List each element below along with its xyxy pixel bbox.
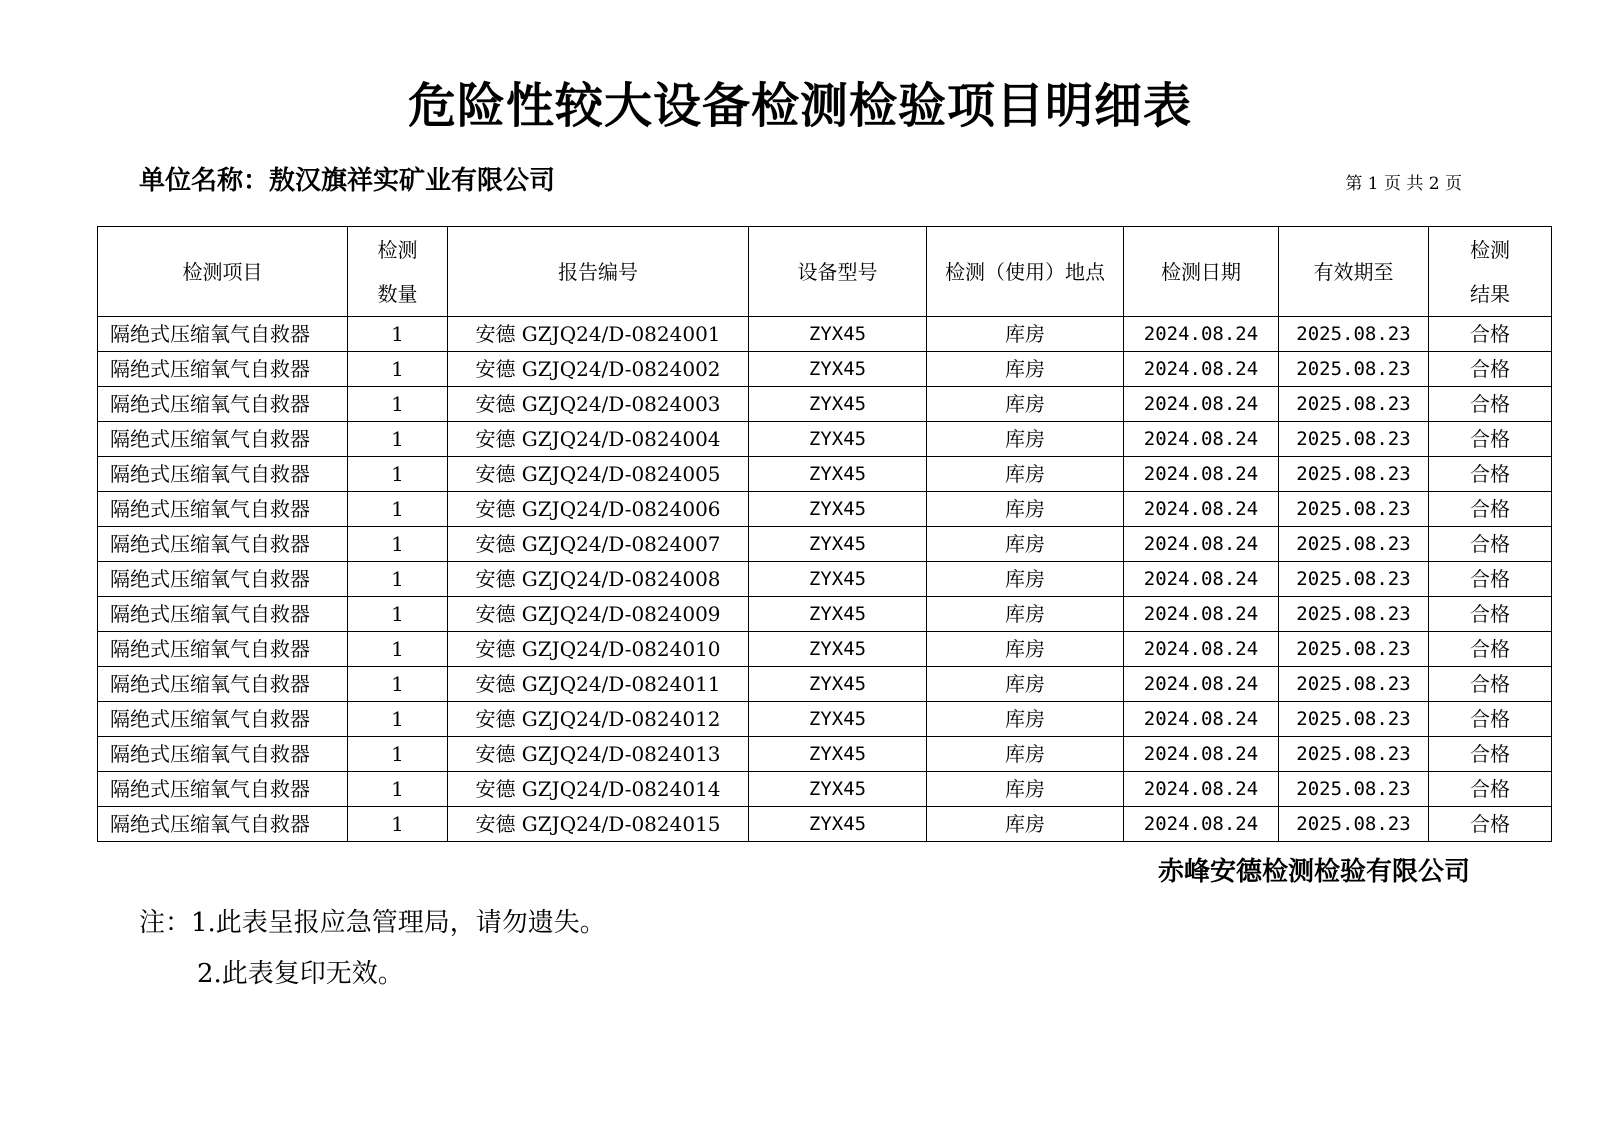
page-number: 第 1 页 共 2 页: [1345, 174, 1462, 194]
cell-model: ZYX45: [749, 492, 927, 527]
cell-test-date: 2024.08.24: [1124, 632, 1279, 667]
cell-valid-until: 2025.08.23: [1279, 387, 1429, 422]
cell-test-date: 2024.08.24: [1124, 772, 1279, 807]
note-1: 注：1.此表呈报应急管理局，请勿遗失。: [139, 908, 606, 938]
cell-result: 合格: [1429, 527, 1552, 562]
cell-qty: 1: [348, 352, 448, 387]
cell-test-date: 2024.08.24: [1124, 422, 1279, 457]
cell-result: 合格: [1429, 457, 1552, 492]
unit-label: 单位名称：: [139, 166, 270, 196]
table-row: [98, 352, 1552, 387]
cell-item: 隔绝式压缩氧气自救器: [98, 317, 348, 352]
cell-result: 合格: [1429, 667, 1552, 702]
cell-result: 合格: [1429, 422, 1552, 457]
cell-report: 安德 GZJQ24/D-0824012: [448, 702, 749, 737]
cell-model: ZYX45: [749, 457, 927, 492]
cell-valid-until: 2025.08.23: [1279, 317, 1429, 352]
cell-report: 安德 GZJQ24/D-0824005: [448, 457, 749, 492]
cell-report: 安德 GZJQ24/D-0824007: [448, 527, 749, 562]
cell-location: 库房: [927, 667, 1124, 702]
cell-qty: 1: [348, 457, 448, 492]
cell-test-date: 2024.08.24: [1124, 387, 1279, 422]
table-row: [98, 387, 1552, 422]
cell-item: 隔绝式压缩氧气自救器: [98, 667, 348, 702]
cell-valid-until: 2025.08.23: [1279, 527, 1429, 562]
cell-location: 库房: [927, 702, 1124, 737]
cell-qty: 1: [348, 422, 448, 457]
cell-location: 库房: [927, 527, 1124, 562]
cell-result: 合格: [1429, 737, 1552, 772]
cell-report: 安德 GZJQ24/D-0824008: [448, 562, 749, 597]
table-row: [98, 737, 1552, 772]
cell-item: 隔绝式压缩氧气自救器: [98, 807, 348, 842]
cell-report: 安德 GZJQ24/D-0824010: [448, 632, 749, 667]
cell-valid-until: 2025.08.23: [1279, 492, 1429, 527]
cell-report: 安德 GZJQ24/D-0824006: [448, 492, 749, 527]
page-title: 危险性较大设备检测检验项目明细表: [407, 78, 1192, 134]
cell-model: ZYX45: [749, 737, 927, 772]
cell-test-date: 2024.08.24: [1124, 457, 1279, 492]
table-row: [98, 317, 1552, 352]
unit-line: [139, 163, 555, 199]
cell-item: 隔绝式压缩氧气自救器: [98, 597, 348, 632]
table-body: [98, 317, 1552, 842]
cell-result: 合格: [1429, 317, 1552, 352]
table-row: [98, 702, 1552, 737]
header-report: 报告编号: [448, 227, 749, 317]
table-row: [98, 667, 1552, 702]
cell-test-date: 2024.08.24: [1124, 737, 1279, 772]
cell-item: 隔绝式压缩氧气自救器: [98, 772, 348, 807]
header-result: 检测 结果: [1429, 227, 1552, 317]
cell-valid-until: 2025.08.23: [1279, 772, 1429, 807]
note-2: 2.此表复印无效。: [197, 959, 404, 989]
cell-location: 库房: [927, 492, 1124, 527]
cell-qty: 1: [348, 562, 448, 597]
cell-item: 隔绝式压缩氧气自救器: [98, 352, 348, 387]
table-row: [98, 422, 1552, 457]
cell-report: 安德 GZJQ24/D-0824014: [448, 772, 749, 807]
cell-qty: 1: [348, 737, 448, 772]
cell-test-date: 2024.08.24: [1124, 562, 1279, 597]
header-qty: 检测 数量: [348, 227, 448, 317]
header-test-date: 检测日期: [1124, 227, 1279, 317]
cell-report: 安德 GZJQ24/D-0824009: [448, 597, 749, 632]
cell-result: 合格: [1429, 352, 1552, 387]
cell-valid-until: 2025.08.23: [1279, 632, 1429, 667]
cell-valid-until: 2025.08.23: [1279, 807, 1429, 842]
cell-location: 库房: [927, 457, 1124, 492]
cell-valid-until: 2025.08.23: [1279, 667, 1429, 702]
cell-location: 库房: [927, 737, 1124, 772]
cell-test-date: 2024.08.24: [1124, 702, 1279, 737]
cell-location: 库房: [927, 387, 1124, 422]
cell-model: ZYX45: [749, 317, 927, 352]
cell-report: 安德 GZJQ24/D-0824011: [448, 667, 749, 702]
cell-location: 库房: [927, 562, 1124, 597]
unit-name: 敖汉旗祥实矿业有限公司: [269, 166, 556, 196]
cell-qty: 1: [348, 492, 448, 527]
cell-item: 隔绝式压缩氧气自救器: [98, 387, 348, 422]
cell-report: 安德 GZJQ24/D-0824015: [448, 807, 749, 842]
table-row: [98, 457, 1552, 492]
cell-result: 合格: [1429, 492, 1552, 527]
cell-valid-until: 2025.08.23: [1279, 457, 1429, 492]
cell-test-date: 2024.08.24: [1124, 352, 1279, 387]
cell-result: 合格: [1429, 597, 1552, 632]
cell-qty: 1: [348, 317, 448, 352]
header-row: [98, 227, 1552, 317]
cell-report: 安德 GZJQ24/D-0824002: [448, 352, 749, 387]
cell-location: 库房: [927, 807, 1124, 842]
cell-valid-until: 2025.08.23: [1279, 597, 1429, 632]
cell-location: 库房: [927, 632, 1124, 667]
cell-qty: 1: [348, 387, 448, 422]
cell-qty: 1: [348, 807, 448, 842]
cell-test-date: 2024.08.24: [1124, 807, 1279, 842]
cell-model: ZYX45: [749, 387, 927, 422]
cell-model: ZYX45: [749, 597, 927, 632]
cell-valid-until: 2025.08.23: [1279, 562, 1429, 597]
header-model: 设备型号: [749, 227, 927, 317]
table-row: [98, 632, 1552, 667]
cell-qty: 1: [348, 597, 448, 632]
cell-model: ZYX45: [749, 667, 927, 702]
cell-model: ZYX45: [749, 527, 927, 562]
cell-valid-until: 2025.08.23: [1279, 702, 1429, 737]
cell-item: 隔绝式压缩氧气自救器: [98, 702, 348, 737]
cell-test-date: 2024.08.24: [1124, 492, 1279, 527]
cell-location: 库房: [927, 352, 1124, 387]
cell-item: 隔绝式压缩氧气自救器: [98, 632, 348, 667]
table-row: [98, 562, 1552, 597]
cell-result: 合格: [1429, 807, 1552, 842]
cell-location: 库房: [927, 422, 1124, 457]
cell-result: 合格: [1429, 632, 1552, 667]
cell-item: 隔绝式压缩氧气自救器: [98, 562, 348, 597]
cell-valid-until: 2025.08.23: [1279, 737, 1429, 772]
cell-item: 隔绝式压缩氧气自救器: [98, 457, 348, 492]
cell-item: 隔绝式压缩氧气自救器: [98, 527, 348, 562]
issuing-company: 赤峰安德检测检验有限公司: [1157, 857, 1470, 887]
table-row: [98, 527, 1552, 562]
cell-location: 库房: [927, 772, 1124, 807]
cell-result: 合格: [1429, 562, 1552, 597]
cell-result: 合格: [1429, 387, 1552, 422]
cell-model: ZYX45: [749, 632, 927, 667]
cell-model: ZYX45: [749, 772, 927, 807]
cell-model: ZYX45: [749, 352, 927, 387]
cell-location: 库房: [927, 317, 1124, 352]
cell-model: ZYX45: [749, 807, 927, 842]
cell-item: 隔绝式压缩氧气自救器: [98, 492, 348, 527]
cell-report: 安德 GZJQ24/D-0824001: [448, 317, 749, 352]
table-row: [98, 492, 1552, 527]
header-valid-until: 有效期至: [1279, 227, 1429, 317]
table-row: [98, 597, 1552, 632]
cell-model: ZYX45: [749, 702, 927, 737]
header-location: 检测（使用）地点: [927, 227, 1124, 317]
cell-qty: 1: [348, 632, 448, 667]
cell-test-date: 2024.08.24: [1124, 667, 1279, 702]
table-row: [98, 772, 1552, 807]
table-row: [98, 807, 1552, 842]
cell-model: ZYX45: [749, 422, 927, 457]
cell-report: 安德 GZJQ24/D-0824003: [448, 387, 749, 422]
cell-valid-until: 2025.08.23: [1279, 422, 1429, 457]
cell-qty: 1: [348, 702, 448, 737]
cell-test-date: 2024.08.24: [1124, 317, 1279, 352]
inspection-table: [97, 226, 1552, 842]
cell-result: 合格: [1429, 702, 1552, 737]
cell-qty: 1: [348, 667, 448, 702]
cell-test-date: 2024.08.24: [1124, 527, 1279, 562]
cell-model: ZYX45: [749, 562, 927, 597]
cell-result: 合格: [1429, 772, 1552, 807]
cell-location: 库房: [927, 597, 1124, 632]
cell-qty: 1: [348, 772, 448, 807]
header-item: 检测项目: [98, 227, 348, 317]
cell-item: 隔绝式压缩氧气自救器: [98, 737, 348, 772]
cell-valid-until: 2025.08.23: [1279, 352, 1429, 387]
cell-report: 安德 GZJQ24/D-0824004: [448, 422, 749, 457]
cell-qty: 1: [348, 527, 448, 562]
cell-report: 安德 GZJQ24/D-0824013: [448, 737, 749, 772]
cell-test-date: 2024.08.24: [1124, 597, 1279, 632]
cell-item: 隔绝式压缩氧气自救器: [98, 422, 348, 457]
